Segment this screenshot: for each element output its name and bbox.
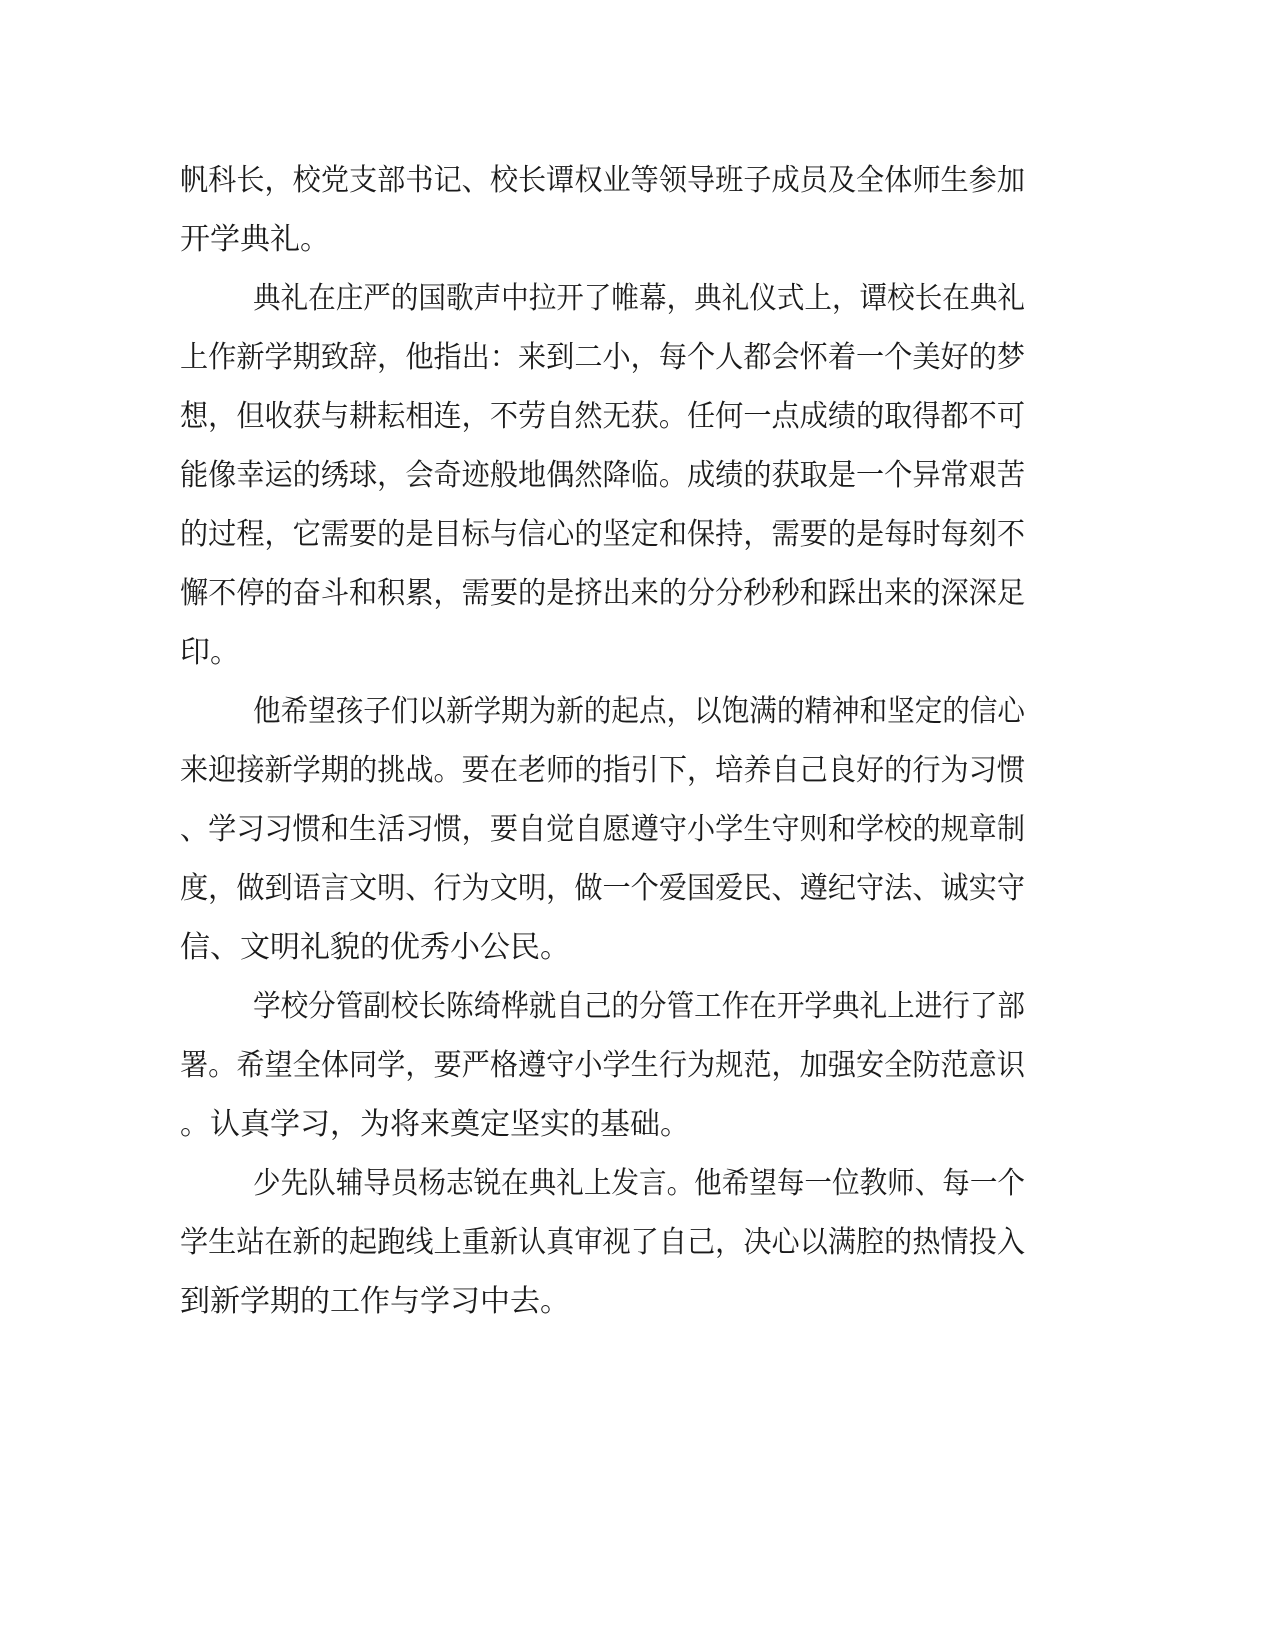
text-line: 懈不停的奋斗和积累，需要的是挤出来的分分秒秒和踩出来的深深足 (180, 576, 1025, 611)
text-line: 能像幸运的绣球，会奇迹般地偶然降临。成绩的获取是一个异常艰苦 (180, 458, 1025, 493)
text-line: 。认真学习，为将来奠定坚实的基础。 (180, 1107, 690, 1142)
text-line: 、学习习惯和生活习惯，要自觉自愿遵守小学生守则和学校的规章制 (180, 812, 1025, 847)
text-line: 度，做到语言文明、行为文明，做一个爱国爱民、遵纪守法、诚实守 (180, 871, 1025, 906)
text-line: 学生站在新的起跑线上重新认真审视了自己，决心以满腔的热情投入 (180, 1225, 1025, 1260)
text-line: 的过程，它需要的是目标与信心的坚定和保持，需要的是每时每刻不 (180, 517, 1025, 552)
text-line: 署。希望全体同学，要严格遵守小学生行为规范，加强安全防范意识 (180, 1048, 1025, 1083)
text-line: 印。 (180, 635, 240, 670)
text-line: 来迎接新学期的挑战。要在老师的指引下，培养自己良好的行为习惯 (180, 753, 1025, 788)
text-line: 他希望孩子们以新学期为新的起点，以饱满的精神和坚定的信心 (253, 694, 1025, 729)
text-line: 开学典礼。 (180, 222, 330, 257)
text-line: 少先队辅导员杨志锐在典礼上发言。他希望每一位教师、每一个 (253, 1166, 1025, 1201)
text-line: 信、文明礼貌的优秀小公民。 (180, 930, 570, 965)
text-line: 学校分管副校长陈绮桦就自己的分管工作在开学典礼上进行了部 (253, 989, 1025, 1024)
text-line: 典礼在庄严的国歌声中拉开了帷幕，典礼仪式上，谭校长在典礼 (253, 281, 1025, 316)
text-line: 帆科长，校党支部书记、校长谭权业等领导班子成员及全体师生参加 (180, 163, 1025, 198)
text-line: 上作新学期致辞，他指出：来到二小，每个人都会怀着一个美好的梦 (180, 340, 1025, 375)
text-line: 想，但收获与耕耘相连，不劳自然无获。任何一点成绩的取得都不可 (180, 399, 1025, 434)
text-line: 到新学期的工作与学习中去。 (180, 1284, 570, 1319)
